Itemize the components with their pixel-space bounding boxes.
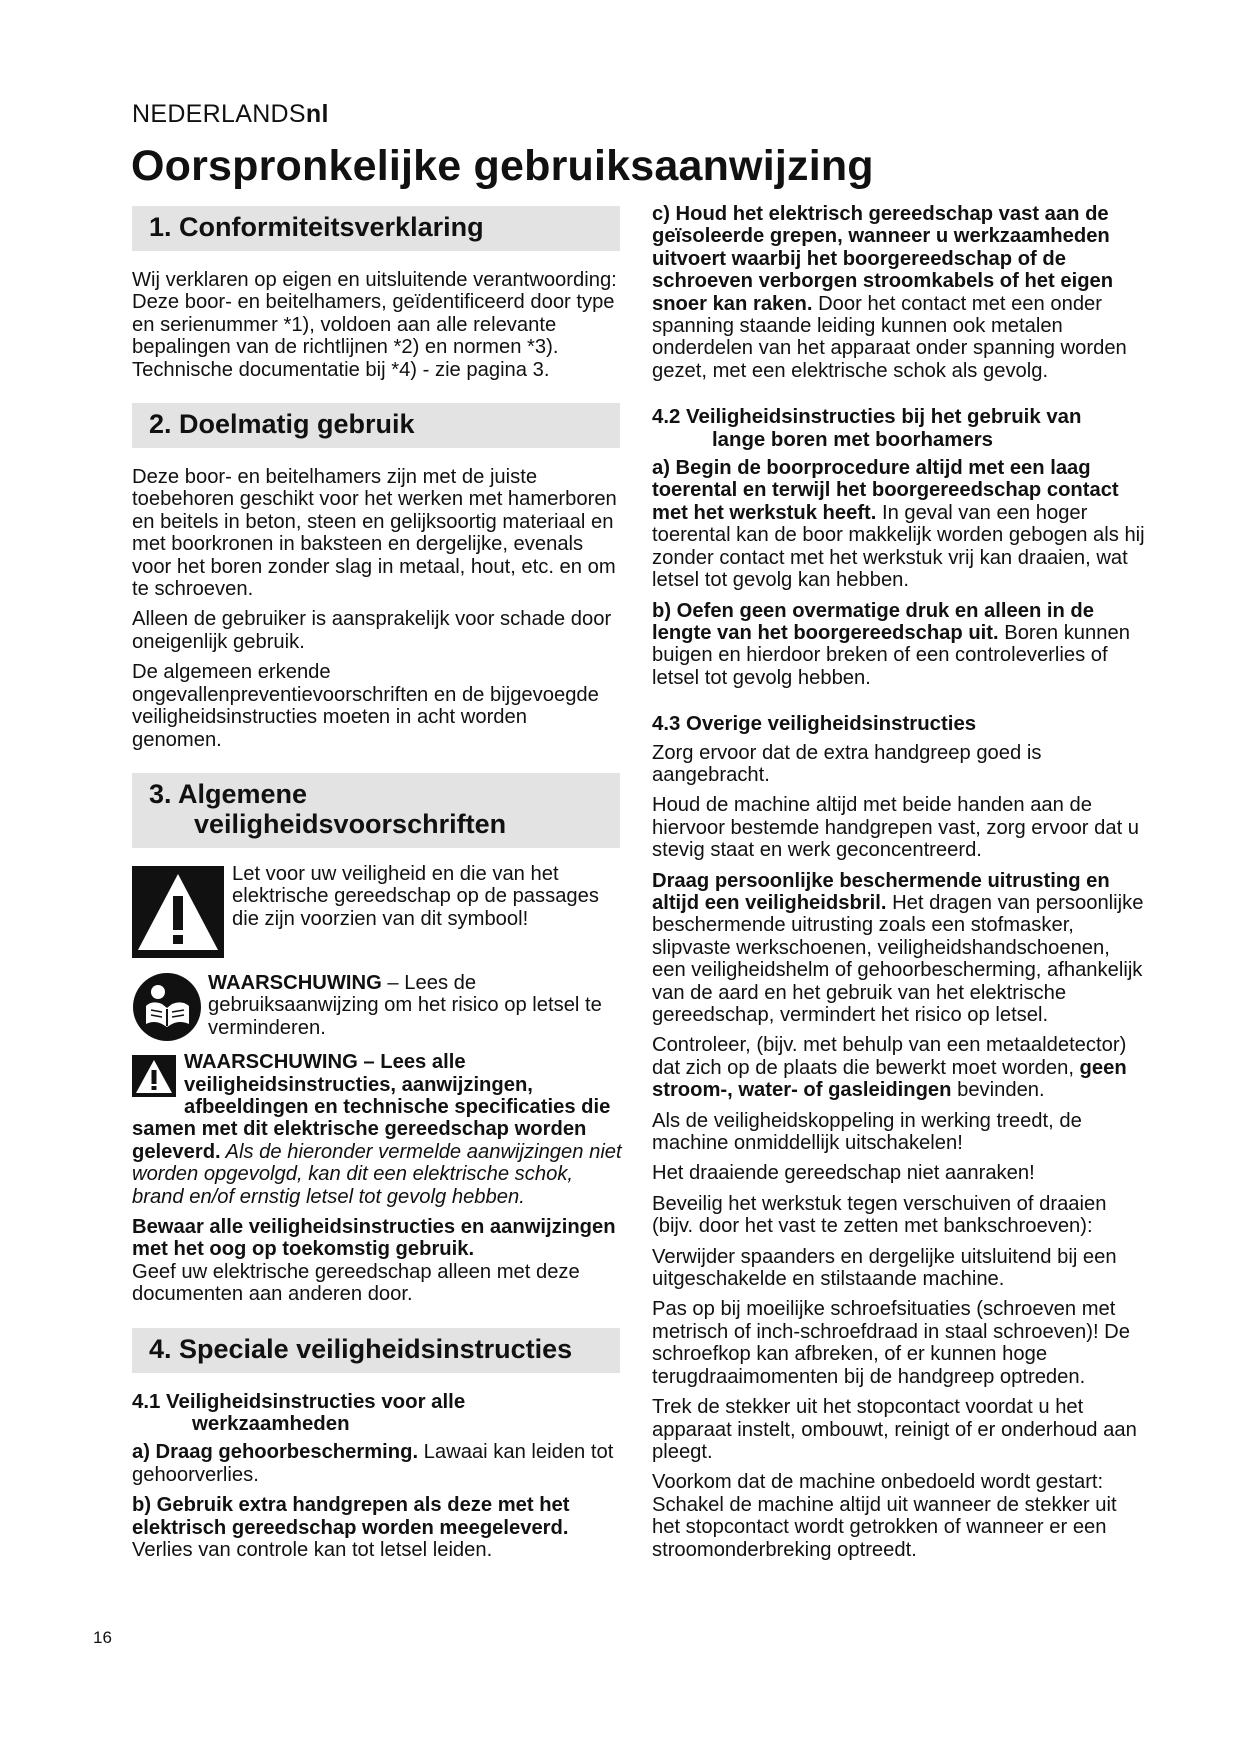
general-warning-text bbox=[132, 1051, 622, 1208]
read-manual-warning-label: WAARSCHUWING bbox=[208, 971, 382, 994]
read-manual-warning-text: – Lees de gebruiksaanwijzing om het risico op letsel te verminderen. bbox=[208, 971, 602, 1039]
keep-instructions-text bbox=[132, 1216, 622, 1306]
language-code: nl bbox=[305, 100, 329, 128]
intended-use-text-3: De algemeen erkende ongevallenpreventievoorschriften en de bijgevoegde veiligheidsinstructies moeten in acht worden genomen. bbox=[132, 661, 599, 751]
low-speed-bold: a) Begin de boorprocedure altijd met een laag toerental en terwijl het boorgereedschap contact met het werkstuk heeft. bbox=[652, 457, 1119, 524]
subsection-4-2-line2: lange boren met boorhamers bbox=[712, 428, 993, 451]
metal-detector-bold: geen stroom-, water- of gasleidingen bbox=[652, 1056, 1127, 1102]
section-heading-general-safety bbox=[132, 773, 620, 848]
hearing-protection-bold: a) Draag gehoorbescherming. bbox=[132, 1441, 419, 1464]
conformity-text: Wij verklaren op eigen en uitsluitende verantwoording: Deze boor- en beitelhamers, geïdentificeerd door type en serienummer *1), voldoen aan alle relevante bepalingen van de richtlijnen *2) en normen *3). Technische documentatie bij *4) - zie pagina 3. bbox=[132, 269, 617, 381]
read-manual-block bbox=[132, 972, 622, 1047]
section-heading-special-safety: 4. Speciale veiligheidsinstructies bbox=[132, 1328, 620, 1373]
general-safety-heading-line2: veiligheidsvoorschriften bbox=[194, 808, 507, 839]
left-column bbox=[132, 206, 622, 1569]
extra-handles-bold: b) Gebruik extra handgrepen als deze met het elektrisch gereedschap worden meegeleverd. bbox=[132, 1494, 570, 1539]
subsection-4-2-line1: 4.2 Veiligheidsinstructies bij het gebruik van bbox=[652, 406, 1082, 429]
protective-equipment-bold: Draag persoonlijke beschermende uitrusting en altijd een veiligheidsbril. bbox=[652, 869, 1110, 914]
other-safety-3 bbox=[652, 870, 1147, 1027]
read-manual-text bbox=[208, 972, 622, 1039]
language-header bbox=[132, 100, 329, 129]
low-speed-detail: In geval van een hoger toerental kan de boor makkelijk worden gebogen als hij zonder contact met het werkstuk vrij kan draaien, wat letsel tot gevolg kan hebben. bbox=[652, 501, 1145, 592]
section-heading-conformity: 1. Conformiteitsverklaring bbox=[132, 206, 620, 251]
other-safety-10: Trek de stekker uit het stopcontact voordat u het apparaat instelt, ombouwt, reinigt of er onderhoud aan pleegt. bbox=[652, 1396, 1137, 1463]
intended-use-text-2: Alleen de gebruiker is aansprakelijk voor schade door oneigenlijk gebruik. bbox=[132, 608, 612, 653]
other-safety-1: Zorg ervoor dat de extra handgreep goed is aangebracht. bbox=[652, 741, 1042, 786]
subsection-4-1-line2: werkzaamheden bbox=[192, 1413, 350, 1435]
warning-symbol-block bbox=[132, 862, 622, 958]
subsection-heading-4-1 bbox=[132, 1391, 622, 1436]
section-heading-intended-use: 2. Doelmatig gebruik bbox=[132, 403, 620, 448]
metal-detector-text-2: bevinden. bbox=[951, 1079, 1045, 1102]
subsection-heading-4-3: 4.3 Overige veiligheidsinstructies bbox=[652, 713, 977, 736]
general-warning-bold: WAARSCHUWING – Lees alle veiligheidsinstructies, aanwijzingen, afbeeldingen en technische specificaties die samen met dit elektrische gereedschap worden geleverd. bbox=[132, 1051, 611, 1163]
other-safety-9: Pas op bij moeilijke schroefsituaties (schroeven met metrisch of inch-schroefdraad in staal schroeven)! De schroefkop kan afbreken, of er kunnen hoge terugdraaimomenten bij de handgreep optreden. bbox=[652, 1298, 1130, 1388]
warning-triangle-small-icon bbox=[132, 1055, 176, 1097]
keep-instructions-bold: Bewaar alle veiligheidsinstructies en aanwijzingen met het oog op toekomstig gebruik. bbox=[132, 1215, 616, 1261]
low-speed-text bbox=[652, 457, 1147, 591]
other-safety-8: Verwijder spaanders en dergelijke uitsluitend bij een uitgeschakelde en stilstaande machine. bbox=[652, 1245, 1117, 1291]
extra-handles-detail: Verlies van controle kan tot letsel leiden. bbox=[132, 1539, 493, 1562]
extra-handles-text bbox=[132, 1494, 622, 1561]
other-safety-6: Het draaiende gereedschap niet aanraken! bbox=[652, 1162, 1035, 1185]
hearing-protection-text bbox=[132, 1441, 622, 1486]
protective-equipment-detail: Het dragen van persoonlijke beschermende uitrusting zoals een stofmasker, slipvaste werkschoenen, veiligheidshandschoenen, een veiligheidshelm of gehoorbescherming, afhankelijk van de aard en het gebruik van het elektrische gereedschap, vermindert het risico op letsel. bbox=[652, 891, 1144, 1026]
warning-symbol-text: Let voor uw veiligheid en die van het elektrische gereedschap op de passages die zijn voorzien van dit symbool! bbox=[232, 862, 599, 930]
language-name: NEDERLANDS bbox=[132, 100, 306, 128]
no-excess-pressure-bold: b) Oefen geen overmatige druk en alleen in de lengte van het boorgereedschap uit. bbox=[652, 599, 1094, 644]
subsection-heading-4-2 bbox=[652, 406, 1147, 451]
no-excess-pressure-text bbox=[652, 600, 1147, 690]
insulated-grips-text bbox=[652, 203, 1147, 382]
general-warning-italic: Als de hieronder vermelde aanwijzingen niet worden opgevolgd, kan dit een elektrische schok, brand en/of ernstig letsel tot gevolg hebben. bbox=[132, 1140, 622, 1208]
other-safety-5: Als de veiligheidskoppeling in werking treedt, de machine onmiddellijk uitschakelen! bbox=[652, 1109, 1082, 1155]
other-safety-7: Beveilig het werkstuk tegen verschuiven of draaien (bijv. door het vast te zetten met bankschroeven): bbox=[652, 1192, 1107, 1238]
read-manual-icon bbox=[132, 972, 202, 1042]
no-excess-pressure-detail: Boren kunnen buigen en hierdoor breken of een controleverlies of letsel tot gevolg hebben. bbox=[652, 621, 1130, 689]
other-safety-2: Houd de machine altijd met beide handen aan de hiervoor bestemde handgrepen vast, zorg ervoor dat u stevig staat en werk geconcentreerd. bbox=[652, 794, 1140, 862]
right-column bbox=[652, 203, 1147, 1569]
warning-triangle-icon bbox=[132, 866, 224, 958]
subsection-4-1-line1: 4.1 Veiligheidsinstructies voor alle bbox=[132, 1390, 466, 1413]
other-safety-11: Voorkom dat de machine onbedoeld wordt gestart: Schakel de machine altijd uit wanneer de stekker uit het stopcontact wordt getrokken of wanneer er een stroomonderbreking optreedt. bbox=[652, 1471, 1117, 1561]
page-title: Oorspronkelijke gebruiksaanwijzing bbox=[131, 142, 874, 190]
metal-detector-text-1: Controleer, (bijv. met behulp van een metaaldetector) dat zich op de plaats die bewerkt moet worden, bbox=[652, 1034, 1127, 1079]
intended-use-text-1: Deze boor- en beitelhamers zijn met de juiste toebehoren geschikt voor het werken met hamerboren en beitels in beton, steen en gelijksoortig materiaal en met boorkronen in baksteen en dergelijke, evenals voor het boren zonder slag in metaal, hout, etc. en om te schroeven. bbox=[132, 466, 617, 601]
page-number: 16 bbox=[93, 1628, 112, 1647]
insulated-grips-bold: c) Houd het elektrisch gereedschap vast aan de geïsoleerde grepen, wanneer u werkzaamheden uitvoert waarbij het boorgereedschap of de schroeven verborgen stroomkabels of het eigen snoer kan raken. bbox=[652, 203, 1114, 315]
insulated-grips-detail: Door het contact met een onder spanning staande leiding kunnen ook metalen onderdelen van het apparaat onder spanning worden gezet, met een elektrische schok als gevolg. bbox=[652, 292, 1127, 382]
hearing-protection-detail: Lawaai kan leiden tot gehoorverlies. bbox=[132, 1441, 614, 1486]
other-safety-4 bbox=[652, 1034, 1147, 1101]
general-safety-heading-line1: 3. Algemene bbox=[149, 778, 308, 809]
keep-instructions-detail: Geef uw elektrische gereedschap alleen met deze documenten aan anderen door. bbox=[132, 1260, 580, 1306]
